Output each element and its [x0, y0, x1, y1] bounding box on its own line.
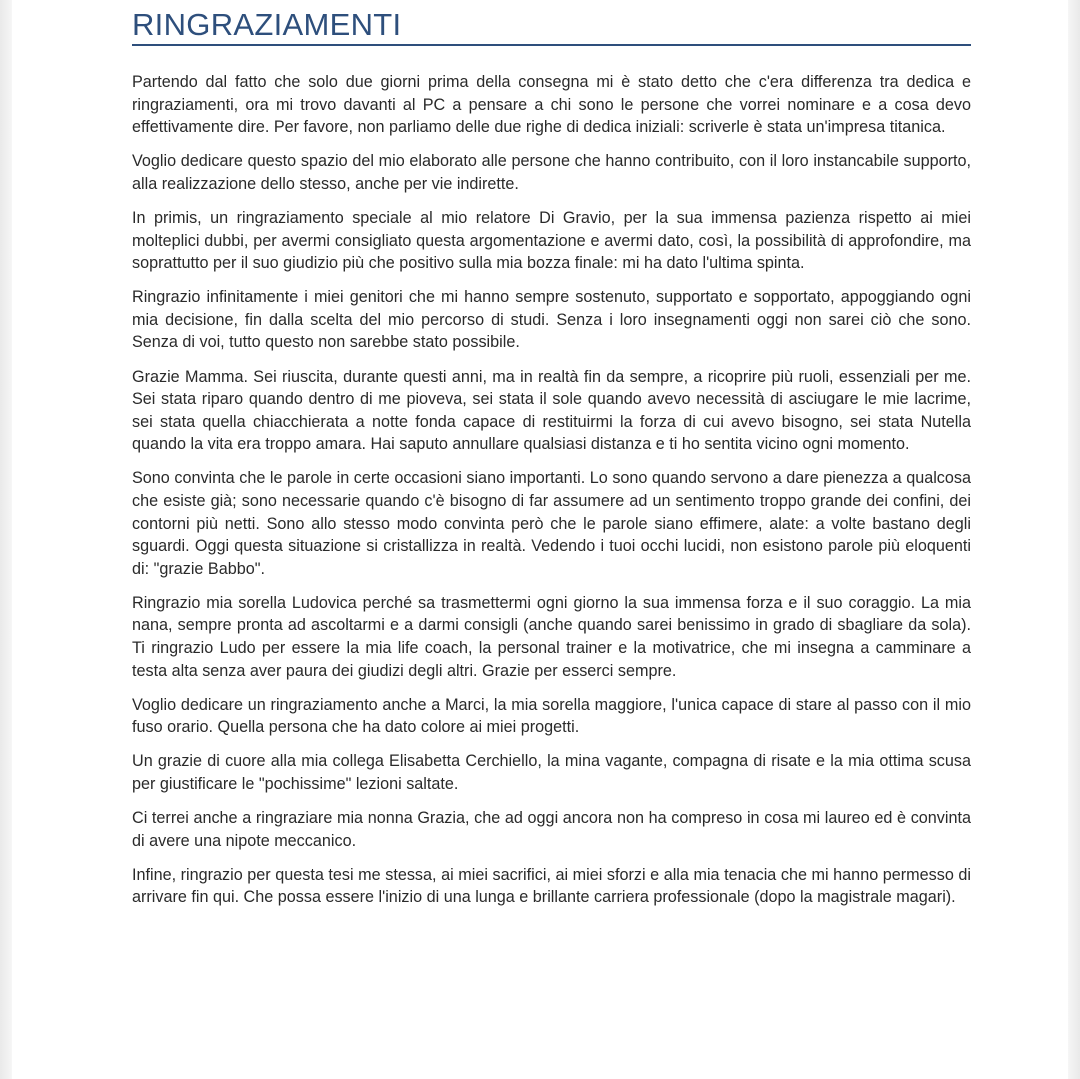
paragraph: Partendo dal fatto che solo due giorni prima della consegna mi è stato detto che c'era differenza tra dedica e ringraziamenti, ora mi trovo davanti al PC a pensare a chi sono le persone che vorrei nominare e a cosa devo effettivamente dire. Per favore, non parliamo delle due righe di dedica iniziali: scriverle è stata un'impresa titanica.	[132, 73, 971, 137]
paragraph: In primis, un ringraziamento speciale al mio relatore Di Gravio, per la sua immensa pazienza rispetto ai miei molteplici dubbi, per avermi consigliato questa argomentazione e avermi dato, così, la possibilità di approfondire, ma soprattutto per il suo giudizio più che positivo sulla mia bozza finale: mi ha dato l'ultima spinta.	[132, 208, 971, 273]
paragraph: Voglio dedicare un ringraziamento anche a Marci, la mia sorella maggiore, l'unica capace di stare al passo con il mio fuso orario. Quella persona che ha dato colore ai miei progetti.	[132, 695, 971, 737]
paragraph: Un grazie di cuore alla mia collega Elisabetta Cerchiello, la mina vagante, compagna di risate e la mia ottima scusa per giustificare le "pochissime" lezioni saltate.	[132, 752, 971, 794]
paragraph: Ci terrei anche a ringraziare mia nonna Grazia, che ad oggi ancora non ha compreso in cosa mi laureo ed è convinta di avere una nipote meccanico.	[132, 809, 971, 850]
paragraph: Ringrazio mia sorella Ludovica perché sa trasmettermi ogni giorno la sua immensa forza e il suo coraggio. La mia nana, sempre pronta ad ascoltarmi e a darmi consigli (anche quando sarei benissimo in grado di sbagliare da sola). Ti ringrazio Ludo per essere la mia life coach, la personal trainer e la motivatrice, che mi insegna a camminare a testa alta senza aver paura dei giudizi degli altri. Grazie per esserci sempre.	[132, 593, 971, 680]
paragraph: Infine, ringrazio per questa tesi me stessa, ai miei sacrifici, ai miei sforzi e alla mia tenacia che mi hanno permesso di arrivare fin qui. Che possa essere l'inizio di una lunga e brillante carriera professionale (dopo la magistrale magari).	[132, 865, 971, 907]
document-page	[12, 0, 1068, 1079]
paragraph: Sono convinta che le parole in certe occasioni siano importanti. Lo sono quando servono a dare pienezza a qualcosa che esiste già; sono necessarie quando c'è bisogno di far assumere ad un sentimento troppo grande dei confini, dei contorni più netti. Sono allo stesso modo convinta però che le parole siano effimere, alate: a volte bastano degli sguardi. Oggi questa situazione si cristallizza in realtà. Vedendo i tuoi occhi lucidi, non esistono parole più eloquenti di: "grazie Babbo".	[132, 469, 971, 578]
page-edge-left	[0, 0, 12, 1079]
body-text	[132, 71, 971, 909]
page-edge-right	[1068, 0, 1080, 1079]
title-underline	[132, 44, 971, 46]
page-title: RINGRAZIAMENTI	[132, 7, 402, 42]
page-content	[132, 6, 971, 921]
paragraph: Voglio dedicare questo spazio del mio elaborato alle persone che hanno contribuito, con il loro instancabile supporto, alla realizzazione dello stesso, anche per vie indirette.	[132, 152, 971, 193]
paragraph: Ringrazio infinitamente i miei genitori che mi hanno sempre sostenuto, supportato e sopportato, appoggiando ogni mia decisione, fin dalla scelta del mio percorso di studi. Senza i loro insegnamenti oggi non sarei ciò che sono. Senza di voi, tutto questo non sarebbe stato possibile.	[132, 288, 971, 352]
paragraph: Grazie Mamma. Sei riuscita, durante questi anni, ma in realtà fin da sempre, a ricoprire più ruoli, essenziali per me. Sei stata riparo quando dentro di me pioveva, sei stata il sole quando avevo necessità di asciugare le mie lacrime, sei stata quella chiacchierata a notte fonda capace di restituirmi la forza di cui avevo bisogno, sei stata Nutella quando la vita era troppo amara. Hai saputo annullare qualsiasi distanza e ti ho sentita vicino ogni momento.	[132, 367, 971, 454]
